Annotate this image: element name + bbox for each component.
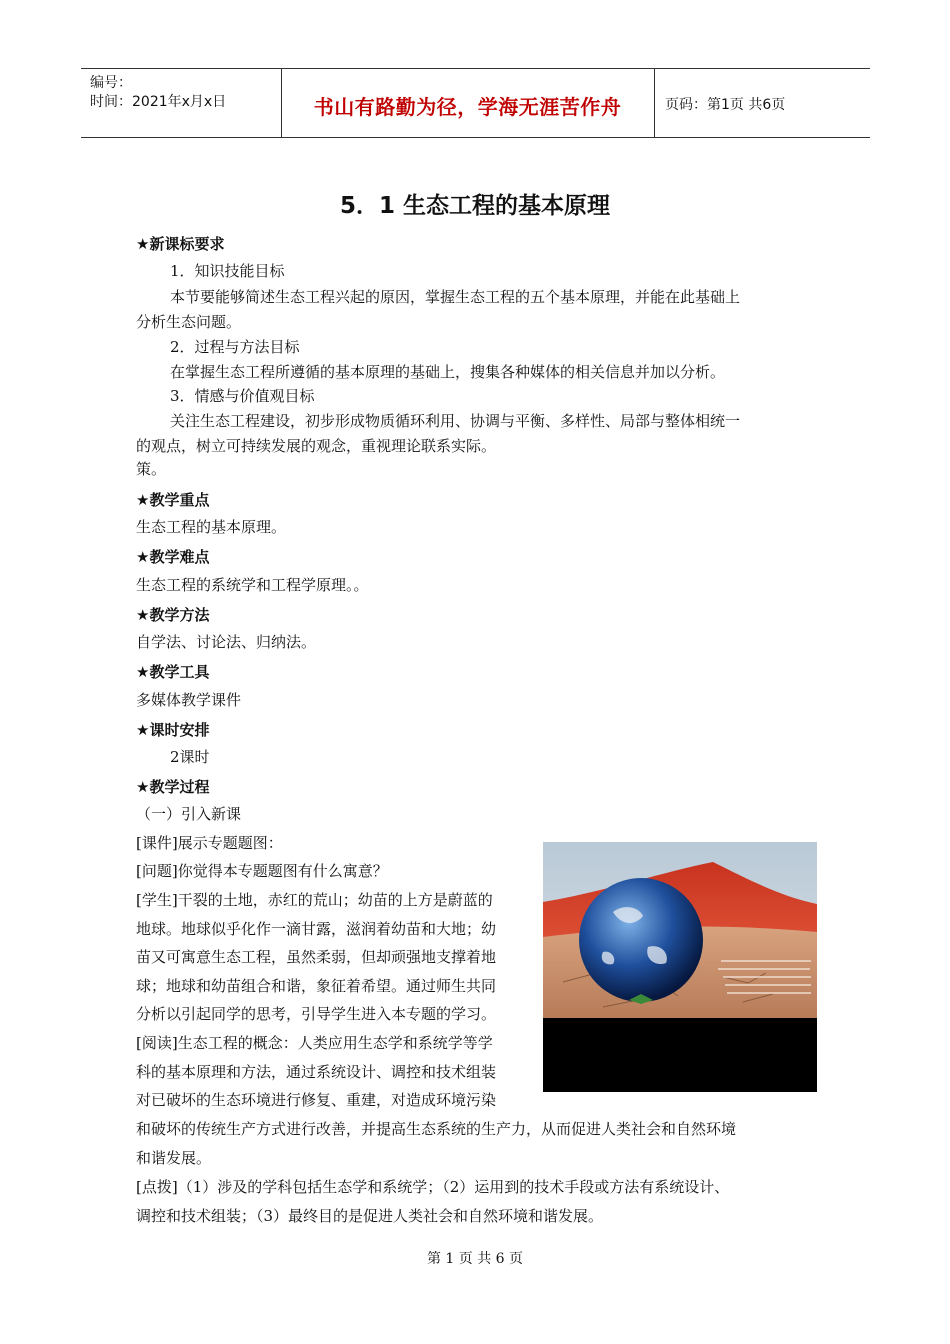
topic-figure [543,842,817,1092]
schedule-heading: ★课时安排 [136,721,210,739]
process-line-1: 在掌握生态工程所遵循的基本原理的基础上，搜集各种媒体的相关信息并加以分析。 [170,363,726,381]
page-footer: 第 1 页 共 6 页 [426,1251,524,1267]
process-goal: 2．过程与方法目标 [170,338,300,356]
tools-text: 多媒体教学课件 [136,691,242,709]
page-code: 页码：第1页 共6页 [665,97,786,113]
difficulty-text: 生态工程的系统学和工程学原理。。 [136,576,369,594]
method-heading: ★教学方法 [136,606,210,624]
para-line-13: [点拨]（1）涉及的学科包括生态学和系统学；（2）运用到的技术手段或方法有系统设计、 [136,1178,730,1196]
para-line-14: 调控和技术组装；（3）最终目的是促进人类社会和自然环境和谐发展。 [136,1207,604,1225]
para-line-1: [课件]展示专题题图： [136,834,283,852]
para-line-2: [问题]你觉得本专题题图有什么寓意？ [136,862,388,880]
key-text: 生态工程的基本原理。 [136,518,287,536]
para-line-12: 和谐发展。 [136,1149,212,1167]
earth-desert-image [543,842,817,1018]
schedule-text: 2课时 [170,748,210,766]
para-line-5: 苗又可寓意生态工程，虽然柔弱，但却顽强地支撑着地 [136,948,497,966]
stray-char: 策。 [136,460,167,478]
tools-heading: ★教学工具 [136,663,210,681]
emotion-line-2: 的观点，树立可持续发展的观念，重视理论联系实际。 [136,437,497,455]
para-line-7: 分析以引起同学的思考，引导学生进入本专题的学习。 [136,1005,497,1023]
para-line-9: 科的基本原理和方法，通过系统设计、调控和技术组装 [136,1063,497,1081]
header-left-cell [81,69,282,137]
header-table [81,68,870,138]
para-line-4: 地球。地球似乎化作一滴甘露，滋润着幼苗和大地；幼 [136,920,497,938]
number-label: 编号： [90,75,132,91]
document-title: 5．1 生态工程的基本原理 [339,193,610,219]
knowledge-line-2: 分析生态问题。 [136,313,242,331]
standards-heading: ★新课标要求 [136,235,225,253]
time-label: 时间：2021年x月x日 [90,94,227,110]
para-line-8: [阅读]生态工程的概念：人类应用生态学和系统学等学 [136,1034,493,1052]
emotion-line-1: 关注生态工程建设，初步形成物质循环利用、协调与平衡、多样性、局部与整体相统一 [170,412,741,430]
process-heading: ★教学过程 [136,778,210,796]
para-line-6: 球；地球和幼苗组合和谐，象征着希望。通过师生共同 [136,977,497,995]
intro-line: （一）引入新课 [136,805,242,823]
emotion-goal: 3．情感与价值观目标 [170,387,315,405]
header-right-cell [655,69,870,137]
knowledge-line-1: 本节要能够简述生态工程兴起的原因，掌握生态工程的五个基本原理，并能在此基础上 [170,288,741,306]
method-text: 自学法、讨论法、归纳法。 [136,633,317,651]
para-line-3: [学生]干裂的土地，赤红的荒山；幼苗的上方是蔚蓝的 [136,891,493,909]
header-motto-cell [281,69,655,137]
difficulty-heading: ★教学难点 [136,548,210,566]
knowledge-goal: 1．知识技能目标 [170,262,285,280]
para-line-10: 对已破坏的生态环境进行修复、重建，对造成环境污染 [136,1091,497,1109]
key-heading: ★教学重点 [136,491,210,509]
motto: 书山有路勤为径，学海无涯苦作舟 [313,95,622,119]
para-line-11: 和破坏的传统生产方式进行改善，并提高生态系统的生产力，从而促进人类社会和自然环境 [136,1120,737,1138]
